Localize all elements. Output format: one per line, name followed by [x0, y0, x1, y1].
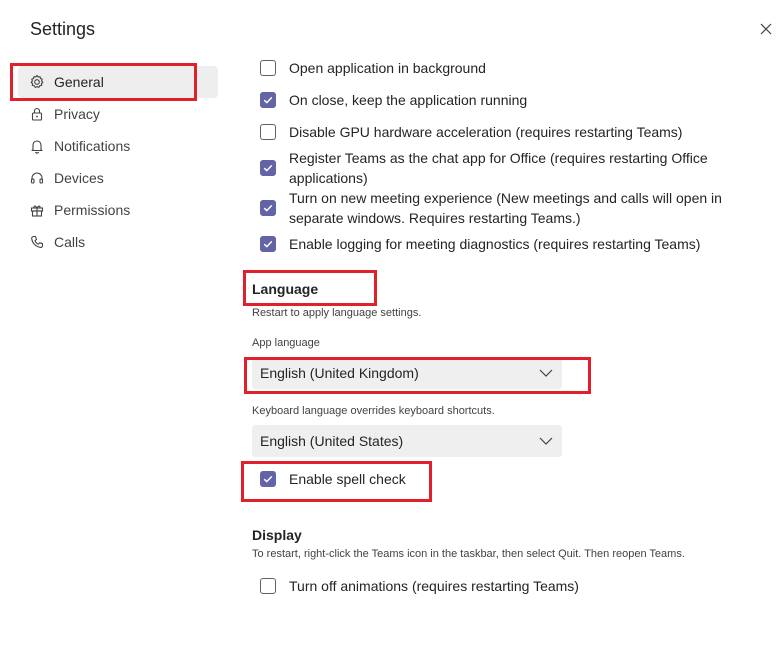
settings-sidebar [18, 66, 218, 258]
option-open-in-background[interactable] [260, 58, 730, 78]
option-label: Register Teams as the chat app for Office (requires restarting Office applications) [289, 150, 708, 186]
checkbox[interactable] [260, 92, 276, 108]
checkbox[interactable] [260, 471, 276, 487]
close-icon[interactable] [758, 21, 774, 37]
sidebar-item-label: Devices [54, 170, 104, 186]
display-heading: Display [252, 527, 302, 543]
headset-icon [28, 169, 46, 187]
keyboard-language-note: Keyboard language overrides keyboard shortcuts. [252, 405, 495, 417]
option-label: Turn off animations (requires restarting Teams) [289, 578, 579, 594]
checkbox[interactable] [260, 578, 276, 594]
checkmark-icon [262, 238, 274, 250]
chevron-down-icon [538, 365, 554, 381]
checkbox[interactable] [260, 200, 276, 216]
sidebar-item-label: Calls [54, 234, 86, 250]
option-meeting-diagnostics-logging[interactable] [260, 234, 730, 254]
sidebar-item-privacy[interactable] [18, 98, 218, 130]
app-language-value: English (United Kingdom) [260, 365, 419, 381]
checkmark-icon [262, 162, 274, 174]
keyboard-language-select[interactable] [252, 425, 562, 457]
language-heading: Language [252, 281, 319, 297]
lock-icon [28, 105, 46, 123]
option-label: Turn on new meeting experience (New meetings and calls will open in separate windows. Requires restarting Teams.) [289, 190, 722, 226]
option-new-meeting-experience[interactable] [260, 188, 730, 228]
sidebar-item-devices[interactable] [18, 162, 218, 194]
checkmark-icon [262, 202, 274, 214]
settings-title: Settings [30, 19, 96, 39]
chevron-down-icon [538, 433, 554, 449]
option-label: Enable logging for meeting diagnostics (requires restarting Teams) [289, 236, 701, 252]
app-language-label: App language [252, 337, 320, 349]
option-label: Enable spell check [289, 471, 406, 487]
display-restart-note: To restart, right-click the Teams icon in the taskbar, then select Quit. Then reopen Teams. [252, 548, 685, 560]
sidebar-item-general[interactable] [18, 66, 218, 98]
checkmark-icon [262, 94, 274, 106]
sidebar-item-permissions[interactable] [18, 194, 218, 226]
language-restart-note: Restart to apply language settings. [252, 307, 422, 319]
sidebar-item-label: Notifications [54, 138, 131, 154]
checkbox[interactable] [260, 236, 276, 252]
option-register-chat-app[interactable] [260, 148, 730, 188]
checkbox[interactable] [260, 160, 276, 176]
checkbox[interactable] [260, 124, 276, 140]
option-label: On close, keep the application running [289, 92, 528, 108]
option-enable-spell-check[interactable] [260, 469, 730, 489]
option-label: Open application in background [289, 60, 486, 76]
checkbox[interactable] [260, 60, 276, 76]
gear-icon [28, 73, 46, 91]
gift-box-icon [28, 201, 46, 219]
option-disable-gpu-acceleration[interactable] [260, 122, 730, 142]
sidebar-item-notifications[interactable] [18, 130, 218, 162]
sidebar-item-calls[interactable] [18, 226, 218, 258]
app-language-select[interactable] [252, 357, 562, 389]
option-label: Disable GPU hardware acceleration (requires restarting Teams) [289, 124, 683, 140]
sidebar-item-label: Privacy [54, 106, 100, 122]
bell-icon [28, 137, 46, 155]
option-turn-off-animations[interactable] [260, 576, 730, 596]
checkmark-icon [262, 473, 274, 485]
option-keep-running-on-close[interactable] [260, 90, 730, 110]
keyboard-language-value: English (United States) [260, 433, 404, 449]
sidebar-item-label: General [54, 74, 104, 90]
phone-icon [28, 233, 46, 251]
sidebar-item-label: Permissions [54, 202, 131, 218]
